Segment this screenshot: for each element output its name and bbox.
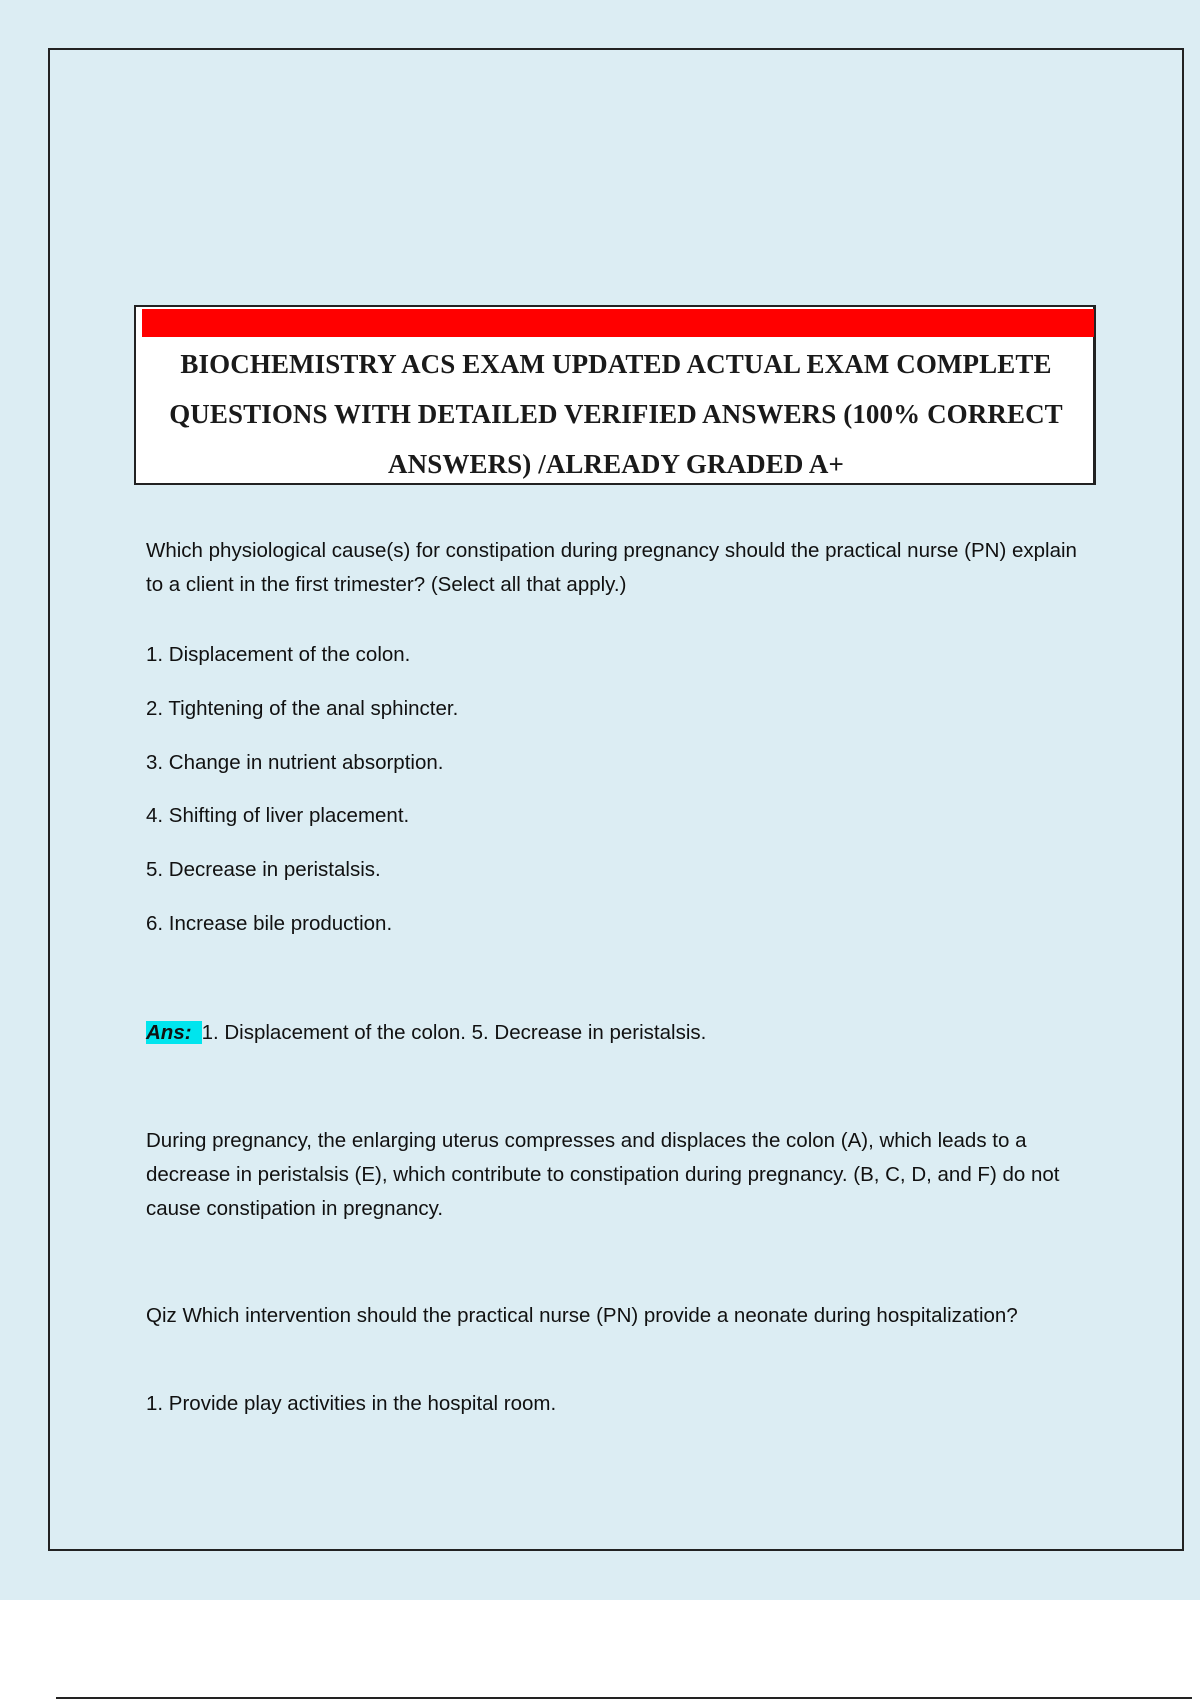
footer-divider: [56, 1697, 1192, 1699]
title-box: [134, 305, 1096, 485]
question-1-option-1: 1. Displacement of the colon.: [146, 643, 411, 666]
question-1-explanation: During pregnancy, the enlarging uterus compresses and displaces the colon (A), which leads to a decrease in peristalsis (E), which contribute to constipation during pregnancy. (B, C, D, and F) do not cause constipation in pregnancy.: [146, 1129, 1060, 1220]
question-1-option-4: 4. Shifting of liver placement.: [146, 804, 410, 827]
question-1-option-6: 6. Increase bile production.: [146, 912, 393, 935]
title-red-bar: [142, 309, 1094, 337]
question-1-option-2: 2. Tightening of the anal sphincter.: [146, 697, 459, 720]
document-title: BIOCHEMISTRY ACS EXAM UPDATED ACTUAL EXAM COMPLETE QUESTIONS WITH DETAILED VERIFIED ANSWERS (100% CORRECT ANSWERS) /ALREADY GRADED A+: [169, 349, 1063, 479]
question-1-option-3: 3. Change in nutrient absorption.: [146, 751, 444, 774]
question-1-option-5: 5. Decrease in peristalsis.: [146, 858, 381, 881]
question-1-text: Which physiological cause(s) for constipation during pregnancy should the practical nurse (PN) explain to a client in the first trimester? (Select all that apply.): [146, 539, 1077, 596]
question-1-answer: [146, 1016, 706, 1050]
answer-text: 1. Displacement of the colon. 5. Decrease in peristalsis.: [201, 1021, 707, 1044]
question-2-text: Qiz Which intervention should the practical nurse (PN) provide a neonate during hospitalization?: [146, 1304, 1018, 1327]
question-2-option-1: 1. Provide play activities in the hospital room.: [146, 1392, 557, 1415]
answer-label: Ans:: [146, 1021, 202, 1044]
